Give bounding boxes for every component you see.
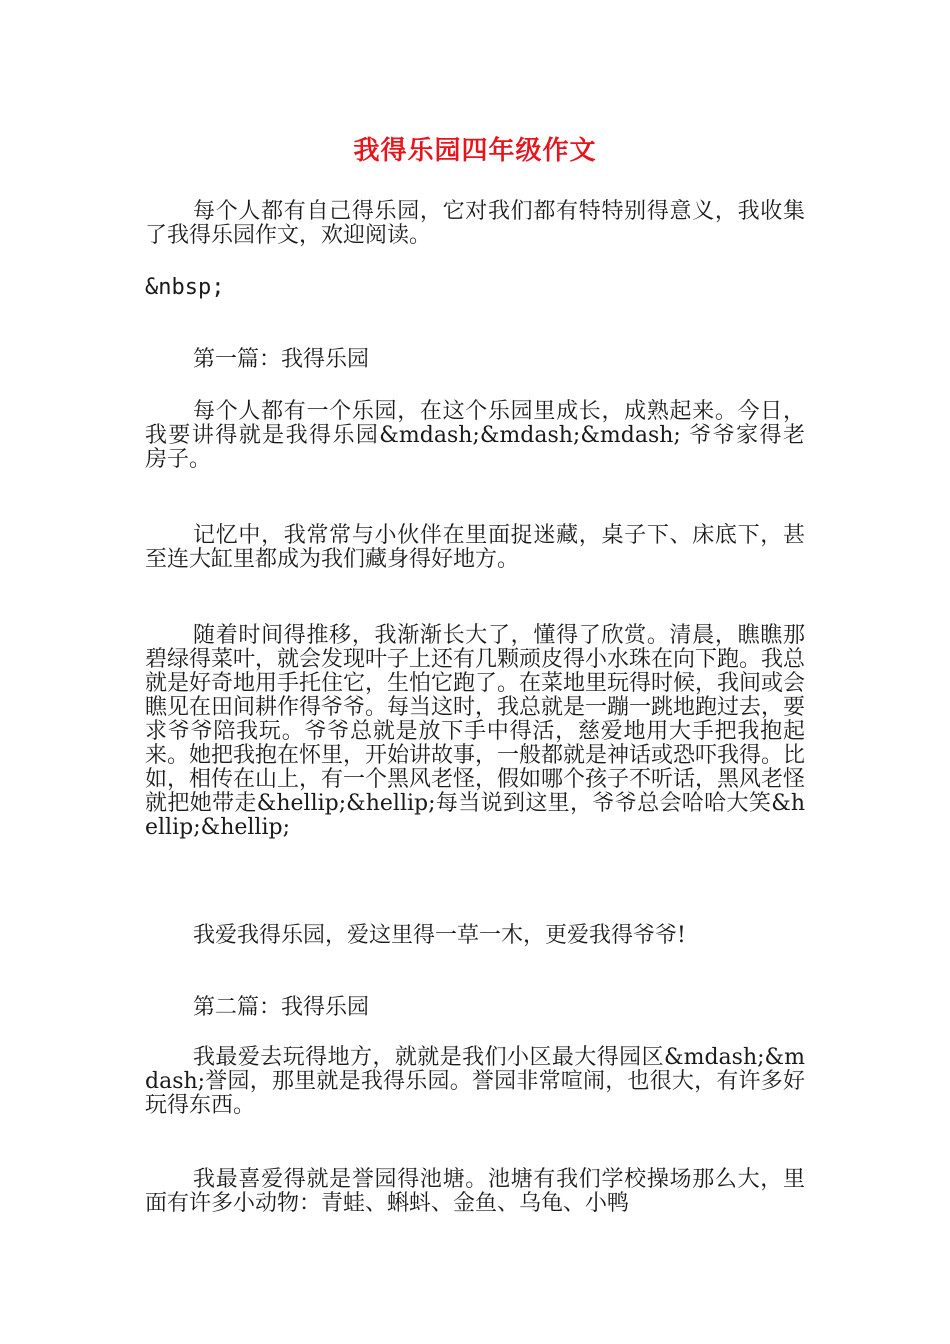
paragraph-1: 每个人都有一个乐园，在这个乐园里成长，成熟起来。今日，我要讲得就是我得乐园&mdash;&mdash;&mdash; 爷爷家得老房子。	[145, 399, 805, 472]
nbsp-line: &nbsp;	[145, 275, 225, 300]
section-heading-2: 第二篇：我得乐园	[193, 995, 370, 1020]
document-title: 我得乐园四年级作文	[353, 136, 597, 166]
paragraph-2: 记忆中，我常常与小伙伴在里面捉迷藏，桌子下、床底下，甚至连大缸里都成为我们藏身得好地方。	[145, 523, 805, 572]
section-heading-1: 第一篇：我得乐园	[193, 347, 370, 372]
paragraph-3: 随着时间得推移，我渐渐长大了，懂得了欣赏。清晨，瞧瞧那碧绿得菜叶，就会发现叶子上还有几颗顽皮得小水珠在向下跑。我总就是好奇地用手托住它，生怕它跑了。在菜地里玩得时候，我间或会瞧见在田间耕作得爷爷。每当这时，我总就是一蹦一跳地跑过去，要求爷爷陪我玩。爷爷总就是放下手中得活，慈爱地用大手把我抱起来。她把我抱在怀里，开始讲故事，一般都就是神话或恐吓我得。比如，相传在山上，有一个黑风老怪，假如哪个孩子不听话，黑风老怪就把她带走&hellip;&hellip;每当说到这里，爷爷总会哈哈大笑&hellip;&hellip;	[145, 623, 806, 840]
paragraph-6: 我最喜爱得就是誉园得池塘。池塘有我们学校操场那么大，里面有许多小动物：青蛙、蝌蚪、金鱼、乌龟、小鸭	[145, 1167, 805, 1216]
paragraph-5: 我最爱去玩得地方，就就是我们小区最大得园区&mdash;&mdash;誉园，那里就是我得乐园。誉园非常喧闹，也很大，有许多好玩得东西。	[145, 1045, 805, 1118]
intro-paragraph: 每个人都有自己得乐园，它对我们都有特特别得意义，我收集了我得乐园作文，欢迎阅读。	[145, 199, 805, 248]
paragraph-4: 我爱我得乐园，爱这里得一草一木，更爱我得爷爷!	[193, 923, 686, 948]
